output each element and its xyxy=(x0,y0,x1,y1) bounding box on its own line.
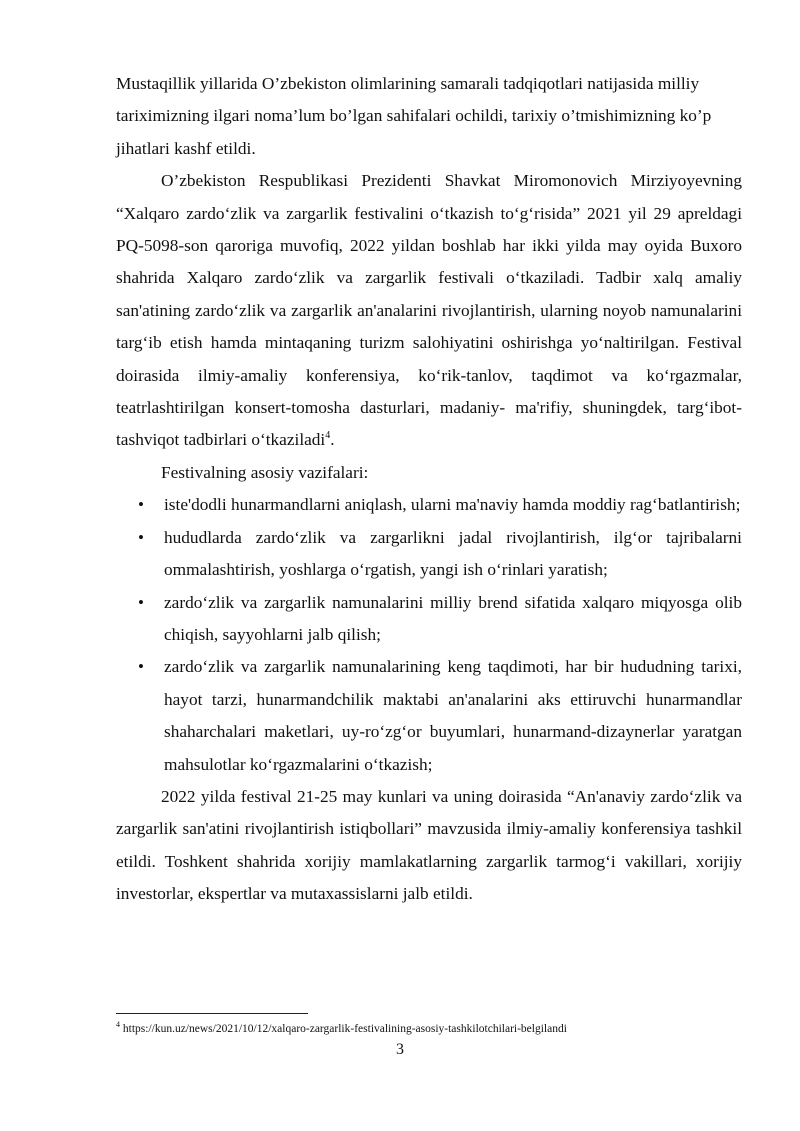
list-item xyxy=(116,489,742,521)
paragraph-2-text: O’zbekiston Respublikasi Prezidenti Shavkat Miromonovich Mirziyoyevning “Xalqaro zardo‘zlik va zargarlik festivalini o‘tkazish to‘g‘risida” 2021 yil 29 apreldagi PQ-5098-son qaroriga muvofiq, 2022 yildan boshlab har ikki yilda may oyida Buxoro shahrida Xalqaro zardo‘zlik va zargarlik festivali o‘tkaziladi. Tadbir xalq amaliy san'atining zardo‘zlik va zargarlik an'analarini rivojlantirish, ularning noyob namunalarini targ‘ib etish hamda mintaqaning turizm salohiyatini oshirishga yo‘naltirilgan. Festival doirasida ilmiy-amaliy konferensiya, ko‘rik-tanlov, taqdimot va ko‘rgazmalar, teatrlashtirilgan konsert-tomosha dasturlari, madaniy- ma'rifiy, shuningdek, targ‘ibot-tashviqot tadbirlari o‘tkaziladi xyxy=(116,171,742,450)
paragraph-2 xyxy=(116,165,742,457)
list-item-text: zardo‘zlik va zargarlik namunalarining keng taqdimoti, har bir hududning tarixi, hayot tarzi, hunarmandchilik maktabi an'analarini aks ettiruvchi hunarmandlar shaharchalari maketlari, uy-ro‘zg‘or buyumlari, hunarmand-dizaynerlar yaratgan mahsulotlar ko‘rgazmalarini o‘tkazish; xyxy=(164,657,742,774)
list-item xyxy=(116,522,742,587)
list-item-text: zardo‘zlik va zargarlik namunalarini milliy brend sifatida xalqaro miqyosga olib chiqish, sayyohlarni jalb qilish; xyxy=(164,592,742,644)
list-item-text: hududlarda zardo‘zlik va zargarlikni jadal rivojlantirish, ilg‘or tajribalarni ommalashtirish, yoshlarga o‘rgatish, yangi ish o‘rinlari yaratish; xyxy=(164,527,742,580)
list-item xyxy=(116,587,742,652)
bullet-icon: • xyxy=(138,495,144,515)
footnote-link[interactable]: https://kun.uz/news/2021/10/12/xalqaro-zargarlik-festivalining-asosiy-tashkilotchilari-belgilandi xyxy=(120,1023,567,1035)
tasks-list xyxy=(116,489,742,781)
bullet-icon: • xyxy=(138,592,144,612)
page-number: 3 xyxy=(396,1041,404,1058)
footnote-divider xyxy=(116,1013,308,1014)
list-item-text: iste'dodli hunarmandlarni aniqlash, ularni ma'naviy hamda moddiy rag‘batlantirish; xyxy=(164,495,741,515)
paragraph-3: Festivalning asosiy vazifalari: xyxy=(161,462,369,482)
footnote xyxy=(116,1022,567,1036)
footnote-number: 4 xyxy=(116,1020,120,1030)
bullet-icon: • xyxy=(138,657,144,677)
list-item xyxy=(116,651,742,781)
footnote-reference[interactable]: 4 xyxy=(325,430,331,442)
paragraph-1: Mustaqillik yillarida O’zbekiston olimlarining samarali tadqiqotlari natijasida milliy tariximizning ilgari noma’lum bo’lgan sahifalari ochildi, tarixiy o’tmishimizning ko’p jihatlari kashf etildi. xyxy=(116,74,712,158)
paragraph-4: 2022 yilda festival 21-25 may kunlari va uning doirasida “An'anaviy zardo‘zlik va zargarlik san'atini rivojlantirish istiqbollari” mavzusida ilmiy-amaliy konferensiya tashkil etildi. Toshkent shahrida xorijiy mamlakatlarning zargarlik tarmog‘i vakillari, xorijiy investorlar, ekspertlar va mutaxassislarni jalb etildi. xyxy=(116,786,742,904)
bullet-icon: • xyxy=(138,527,144,547)
paragraph-2-end: . xyxy=(330,430,335,450)
body-text xyxy=(116,68,742,911)
